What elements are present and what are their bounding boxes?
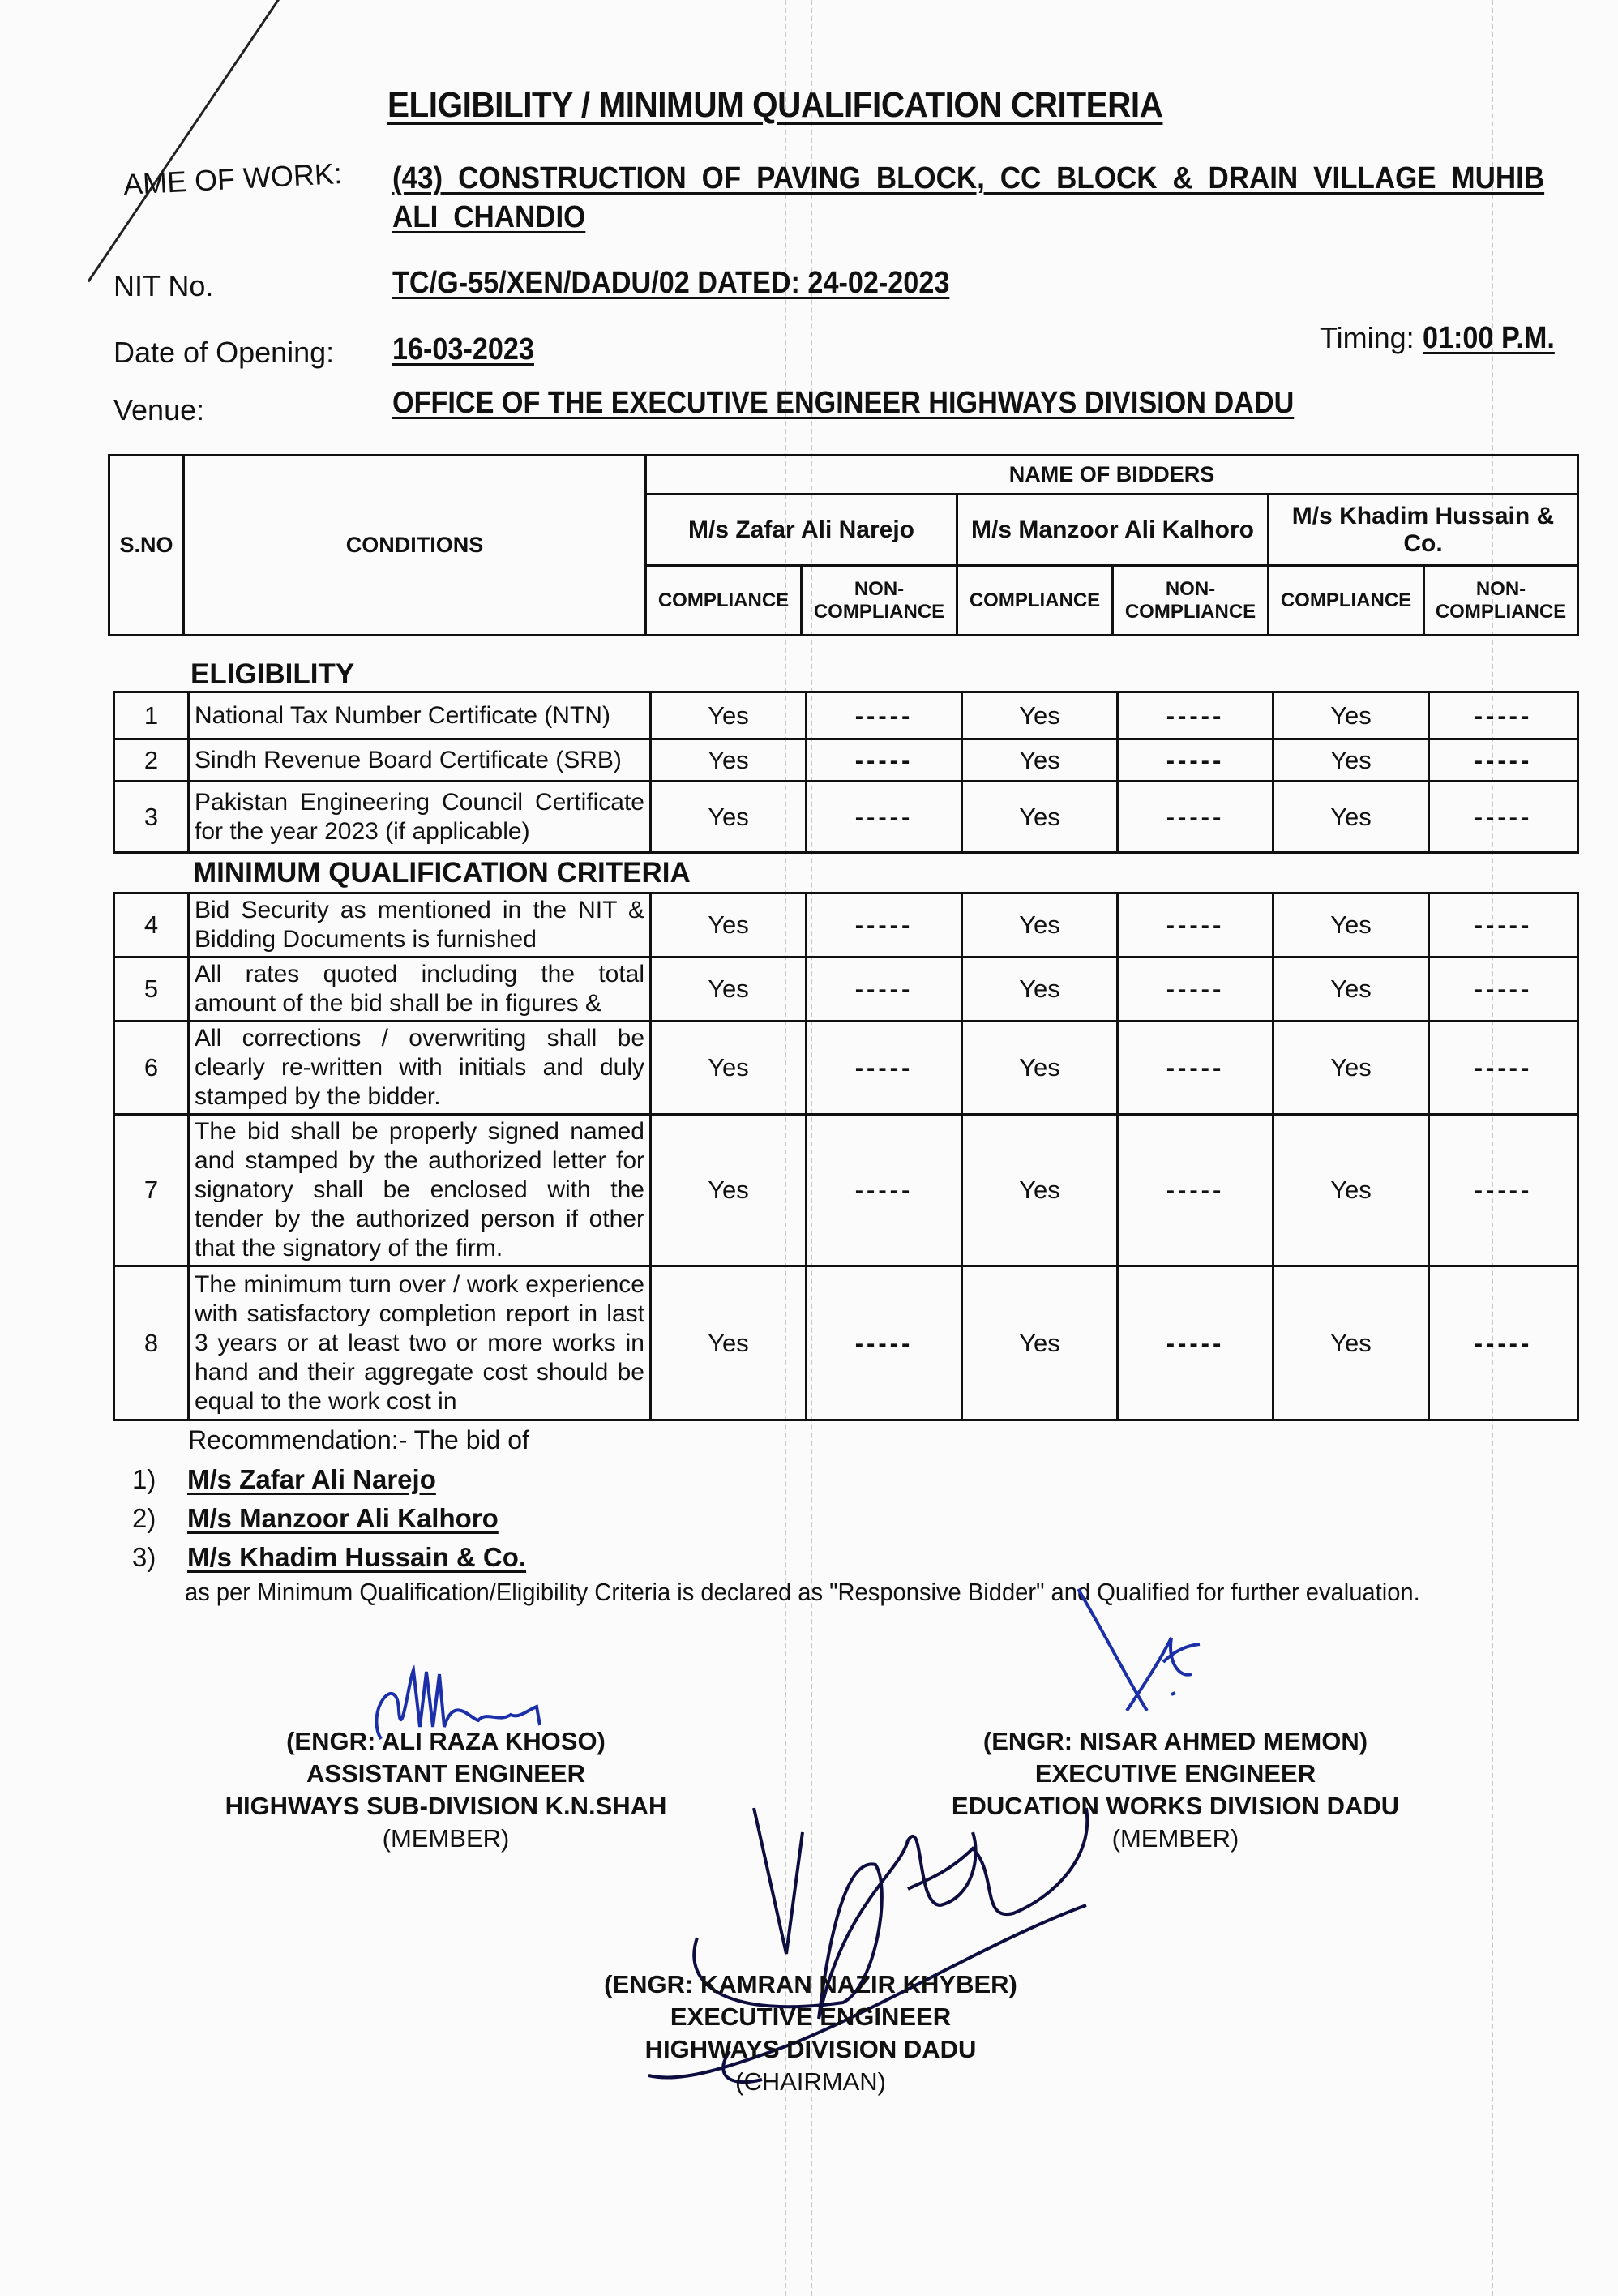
date-of-opening-value: 16-03-2023 bbox=[392, 332, 534, 366]
compliance-cell: Yes bbox=[651, 957, 807, 1022]
compliance-cell: Yes bbox=[1273, 1266, 1429, 1420]
non-compliance-cell: ----- bbox=[1429, 1266, 1578, 1420]
compliance-cell: Yes bbox=[962, 739, 1118, 782]
signatory-office: EDUCATION WORKS DIVISION DADU bbox=[951, 1792, 1400, 1820]
non-compliance-cell: ----- bbox=[1118, 893, 1273, 957]
compliance-cell: Yes bbox=[962, 1115, 1118, 1266]
non-compliance-cell: ----- bbox=[807, 782, 962, 853]
signatory-designation: EXECUTIVE ENGINEER bbox=[1034, 1759, 1316, 1788]
non-compliance-cell: ----- bbox=[807, 739, 962, 782]
corner-crease bbox=[88, 0, 280, 282]
compliance-cell: Yes bbox=[651, 1115, 807, 1266]
row-sno: 5 bbox=[114, 957, 189, 1022]
compliance-cell: Yes bbox=[1273, 692, 1429, 739]
non-compliance-cell: ----- bbox=[1429, 893, 1578, 957]
table-row bbox=[114, 692, 1578, 739]
recommended-bidder: 3) M/s Khadim Hussain & Co. bbox=[132, 1542, 527, 1572]
compliance-cell: Yes bbox=[651, 782, 807, 853]
non-compliance-cell: ----- bbox=[807, 692, 962, 739]
conditions-header: CONDITIONS bbox=[184, 456, 646, 636]
signatory-role: (MEMBER) bbox=[382, 1824, 510, 1853]
recommendation-intro: Recommendation:- The bid of bbox=[188, 1425, 529, 1454]
compliance-cell: Yes bbox=[962, 692, 1118, 739]
signatory-office: HIGHWAYS DIVISION DADU bbox=[644, 2035, 977, 2063]
non-compliance-cell: ----- bbox=[1118, 957, 1273, 1022]
row-condition: The minimum turn over / work experience with satisfactory completion report in last 3 years or at least two or more works in hand and their aggregate cost should be equal to the work cost in bbox=[189, 1266, 651, 1420]
non-compliance-header: NON-COMPLIANCE bbox=[1113, 566, 1269, 636]
recommendation-list bbox=[132, 1464, 526, 1581]
non-compliance-cell: ----- bbox=[807, 957, 962, 1022]
compliance-cell: Yes bbox=[651, 893, 807, 957]
row-condition: Sindh Revenue Board Certificate (SRB) bbox=[189, 739, 651, 782]
row-condition: All corrections / overwriting shall be clearly re-written with initials and duly stamped by the bidder. bbox=[189, 1022, 651, 1115]
sno-header: S.NO bbox=[109, 456, 184, 636]
recommended-bidder: 1) M/s Zafar Ali Narejo bbox=[132, 1464, 436, 1494]
signatory-role: (CHAIRMAN) bbox=[735, 2067, 886, 2096]
signatory-designation: ASSISTANT ENGINEER bbox=[306, 1759, 585, 1788]
date-of-opening-label: Date of Opening: bbox=[113, 336, 335, 369]
signatory-role: (MEMBER) bbox=[1111, 1824, 1239, 1853]
compliance-cell: Yes bbox=[1273, 782, 1429, 853]
non-compliance-cell: ----- bbox=[1429, 1115, 1578, 1266]
non-compliance-cell: ----- bbox=[807, 1266, 962, 1420]
compliance-cell: Yes bbox=[962, 1266, 1118, 1420]
name-of-work-value bbox=[392, 159, 1556, 237]
name-of-work-label: AME OF WORK: bbox=[122, 156, 343, 202]
eligibility-table bbox=[113, 691, 1579, 854]
table-row bbox=[114, 1115, 1578, 1266]
signatory-block bbox=[932, 1725, 1419, 1855]
non-compliance-cell: ----- bbox=[1118, 1266, 1273, 1420]
compliance-cell: Yes bbox=[1273, 1022, 1429, 1115]
recommended-bidder: 2) M/s Manzoor Ali Kalhoro bbox=[132, 1503, 499, 1533]
compliance-cell: Yes bbox=[1273, 739, 1429, 782]
row-sno: 6 bbox=[114, 1022, 189, 1115]
name-of-work-line2: ALI CHANDIO bbox=[392, 200, 586, 234]
signatory-office: HIGHWAYS SUB-DIVISION K.N.SHAH bbox=[225, 1792, 667, 1820]
compliance-header: COMPLIANCE bbox=[957, 566, 1113, 636]
signature-nisar-ahmed-memon bbox=[1070, 1589, 1281, 1735]
mqc-table bbox=[113, 892, 1579, 1421]
non-compliance-cell: ----- bbox=[1429, 782, 1578, 853]
non-compliance-cell: ----- bbox=[1118, 1115, 1273, 1266]
row-sno: 7 bbox=[114, 1115, 189, 1266]
table-row bbox=[114, 782, 1578, 853]
signatory-block bbox=[203, 1725, 689, 1855]
row-sno: 8 bbox=[114, 1266, 189, 1420]
non-compliance-cell: ----- bbox=[807, 1022, 962, 1115]
signatory-designation: EXECUTIVE ENGINEER bbox=[670, 2003, 952, 2031]
table-row bbox=[114, 1266, 1578, 1420]
row-sno: 3 bbox=[114, 782, 189, 853]
row-condition: Pakistan Engineering Council Certificate for the year 2023 (if applicable) bbox=[189, 782, 651, 853]
bidder-name: M/s Zafar Ali Narejo bbox=[646, 495, 957, 566]
nit-label: NIT No. bbox=[113, 269, 214, 302]
document-title: ELIGIBILITY / MINIMUM QUALIFICATION CRITERIA bbox=[387, 85, 1163, 125]
non-compliance-cell: ----- bbox=[1118, 692, 1273, 739]
table-row bbox=[114, 1022, 1578, 1115]
compliance-cell: Yes bbox=[651, 692, 807, 739]
compliance-cell: Yes bbox=[1273, 957, 1429, 1022]
bidders-header: NAME OF BIDDERS bbox=[646, 456, 1578, 495]
row-condition: National Tax Number Certificate (NTN) bbox=[189, 692, 651, 739]
venue-label: Venue: bbox=[113, 393, 205, 426]
non-compliance-cell: ----- bbox=[1429, 957, 1578, 1022]
non-compliance-header: NON-COMPLIANCE bbox=[1424, 566, 1578, 636]
row-condition: All rates quoted including the total amount of the bid shall be in figures & bbox=[189, 957, 651, 1022]
non-compliance-cell: ----- bbox=[807, 893, 962, 957]
compliance-cell: Yes bbox=[1273, 1115, 1429, 1266]
timing-label: Timing: bbox=[1320, 321, 1415, 354]
non-compliance-cell: ----- bbox=[807, 1115, 962, 1266]
bidders-header-table bbox=[108, 454, 1579, 636]
row-condition: The bid shall be properly signed named and stamped by the authorized letter for signatory shall be enclosed with the tender by the authorized person if other that the signatory of the firm. bbox=[189, 1115, 651, 1266]
compliance-cell: Yes bbox=[962, 1022, 1118, 1115]
compliance-cell: Yes bbox=[962, 893, 1118, 957]
non-compliance-cell: ----- bbox=[1118, 782, 1273, 853]
row-sno: 2 bbox=[114, 739, 189, 782]
row-condition: Bid Security as mentioned in the NIT & Bidding Documents is furnished bbox=[189, 893, 651, 957]
row-sno: 4 bbox=[114, 893, 189, 957]
compliance-cell: Yes bbox=[962, 957, 1118, 1022]
recommendation-conclusion: as per Minimum Qualification/Eligibility Criteria is declared as "Responsive Bidder" and Qualified for further evaluation. bbox=[185, 1578, 1420, 1606]
non-compliance-header: NON-COMPLIANCE bbox=[802, 566, 957, 636]
compliance-cell: Yes bbox=[1273, 893, 1429, 957]
nit-value: TC/G-55/XEN/DADU/02 DATED: 24-02-2023 bbox=[392, 266, 950, 300]
signatory-name: (ENGR: ALI RAZA KHOSO) bbox=[286, 1727, 606, 1755]
compliance-header: COMPLIANCE bbox=[646, 566, 802, 636]
venue-value: OFFICE OF THE EXECUTIVE ENGINEER HIGHWAYS DIVISION DADU bbox=[392, 386, 1295, 420]
table-row bbox=[114, 957, 1578, 1022]
non-compliance-cell: ----- bbox=[1118, 739, 1273, 782]
compliance-header: COMPLIANCE bbox=[1269, 566, 1424, 636]
timing bbox=[1320, 321, 1569, 356]
compliance-cell: Yes bbox=[962, 782, 1118, 853]
bidder-name: M/s Manzoor Ali Kalhoro bbox=[957, 495, 1269, 566]
bidder-name: M/s Khadim Hussain & Co. bbox=[1269, 495, 1578, 566]
non-compliance-cell: ----- bbox=[1429, 1022, 1578, 1115]
row-sno: 1 bbox=[114, 692, 189, 739]
signatory-name: (ENGR: NISAR AHMED MEMON) bbox=[982, 1727, 1368, 1755]
compliance-cell: Yes bbox=[651, 739, 807, 782]
table-row bbox=[114, 893, 1578, 957]
timing-value: 01:00 P.M. bbox=[1422, 321, 1555, 355]
compliance-cell: Yes bbox=[651, 1022, 807, 1115]
section-label-eligibility: ELIGIBILITY bbox=[190, 658, 355, 690]
signatory-name: (ENGR: KAMRAN NAZIR KHYBER) bbox=[604, 1970, 1017, 1998]
non-compliance-cell: ----- bbox=[1429, 692, 1578, 739]
non-compliance-cell: ----- bbox=[1429, 739, 1578, 782]
name-of-work-line1: (43) CONSTRUCTION OF PAVING BLOCK, CC BLOCK & DRAIN VILLAGE MUHIB bbox=[392, 161, 1545, 195]
section-label-mqc: MINIMUM QUALIFICATION CRITERIA bbox=[193, 857, 691, 889]
signatory-block-chairman bbox=[567, 1968, 1054, 2098]
compliance-cell: Yes bbox=[651, 1266, 807, 1420]
table-row bbox=[114, 739, 1578, 782]
non-compliance-cell: ----- bbox=[1118, 1022, 1273, 1115]
